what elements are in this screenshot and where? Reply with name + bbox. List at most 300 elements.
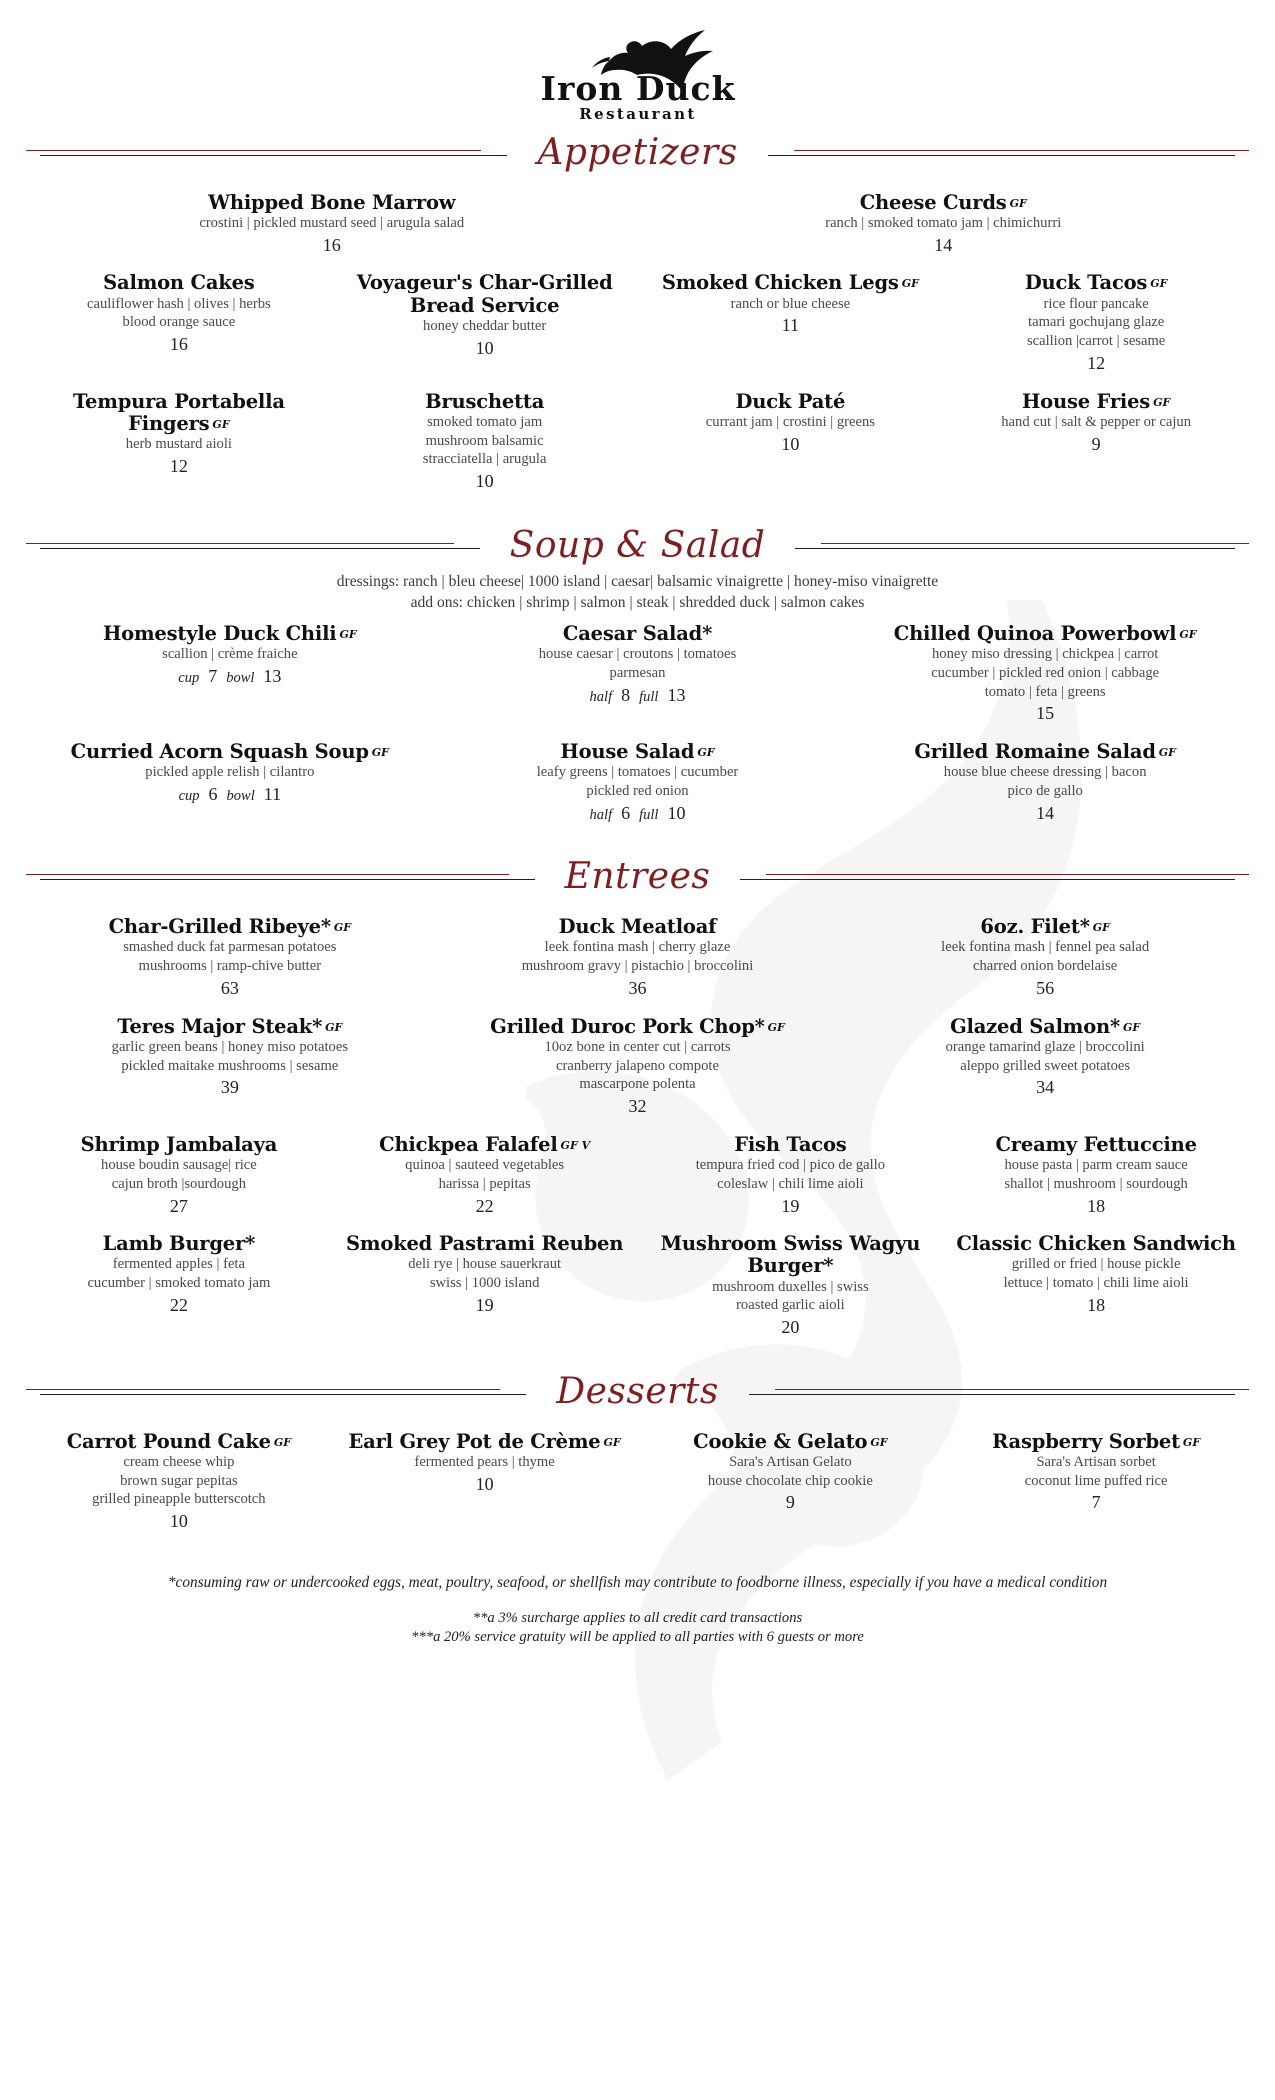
svg-text:Restaurant: Restaurant [578, 105, 697, 123]
menu-item-name-text: Caesar Salad* [562, 621, 713, 645]
price-value: 10 [475, 471, 494, 492]
menu-item [638, 1134, 944, 1217]
menu-item-price [644, 315, 938, 337]
menu-item [332, 272, 638, 359]
menu-item [332, 1233, 638, 1316]
menu-item-description: grilled or fried | house pickle [1011, 1256, 1181, 1273]
dressings-line: dressings: ranch | bleu cheese| 1000 island | caesar| balsamic vinaigrette | honey-miso vinaigrette [336, 572, 939, 590]
menu-item-description: garlic green beans | honey miso potatoes [111, 1038, 349, 1055]
menu-item-name-text: Raspberry Sorbet [992, 1429, 1180, 1453]
menu-item [26, 916, 434, 999]
menu-item-price [847, 978, 1243, 1000]
price-value: 9 [1091, 433, 1101, 454]
menu-item-price [644, 434, 938, 456]
menu-item-price [338, 471, 632, 493]
section-header-entrees [26, 858, 1249, 896]
price-value: 18 [1087, 1195, 1106, 1216]
menu-item-description: tamari gochujang glaze [1028, 314, 1165, 331]
menu-item-name [847, 1016, 1243, 1038]
menu-item-name [32, 1016, 428, 1038]
menu-item-description: pickled red onion [586, 782, 689, 799]
menu-item-description: honey cheddar butter [423, 317, 547, 334]
menu-item-name [32, 1431, 326, 1453]
menu-row [26, 741, 1249, 824]
menu-item-name-text: Cheese Curds [859, 190, 1007, 214]
menu-item-price [440, 978, 836, 1000]
dietary-tag: GF [1153, 395, 1171, 409]
price-value: 14 [1036, 802, 1055, 823]
menu-item-price [644, 235, 1244, 257]
menu-item-description: blood orange sauce [122, 314, 236, 331]
dietary-tag: GF [901, 277, 919, 291]
menu-item-name [644, 391, 938, 413]
menu-item-description: herb mustard aioli [125, 436, 232, 453]
menu-item-name [440, 1016, 836, 1038]
menu-item-price [338, 338, 632, 360]
svg-text:Iron Duck: Iron Duck [540, 69, 735, 108]
menu-row [26, 192, 1249, 257]
menu-item-name [847, 741, 1243, 763]
menu-item [332, 391, 638, 493]
menu-item-description: mushroom duxelles | swiss [712, 1278, 869, 1295]
menu-item-description: deli rye | house sauerkraut [408, 1256, 562, 1273]
price-value: 16 [169, 334, 188, 355]
menu-item-name [949, 1431, 1243, 1453]
dietary-tag: GF [339, 627, 357, 641]
menu-item-description: 10oz bone in center cut | carrots [544, 1038, 731, 1055]
menu-item-name-text: Char-Grilled Ribeye* [108, 915, 331, 939]
menu-item-name [32, 1233, 326, 1255]
menu-item-name-text: Mushroom Swiss Wagyu Burger* [660, 1232, 921, 1278]
dietary-tag: GF [1182, 1435, 1201, 1449]
price-value: 6 [208, 783, 218, 804]
price-value: 22 [475, 1195, 494, 1216]
section-rule-right [740, 870, 1249, 884]
section-rule-left [26, 870, 535, 884]
menu-item-description: smashed duck fat parmesan potatoes [123, 939, 337, 956]
price-value: 11 [263, 783, 282, 804]
menu-item-name [847, 623, 1243, 645]
gratuity-note: ***a 20% service gratuity will be applied to all parties with 6 guests or more [411, 1628, 864, 1645]
menu-item [841, 741, 1249, 824]
menu-item-description: cream cheese whip [123, 1453, 235, 1470]
menu-item-name-text: Voyageur's Char-Grilled Bread Service [356, 271, 613, 317]
menu-row [26, 1016, 1249, 1118]
menu-item-name [338, 272, 632, 316]
menu-item-price [644, 1196, 938, 1218]
menu-item-name-text: 6oz. Filet* [980, 915, 1090, 939]
menu-item-description: Sara's Artisan sorbet [1036, 1453, 1156, 1470]
menu-item-name [440, 623, 836, 645]
menu-item [434, 623, 842, 706]
menu-item-description: house blue cheese dressing | bacon [943, 764, 1147, 781]
section-rule-right [795, 539, 1249, 553]
price-value: 36 [628, 977, 647, 998]
menu-item-name-text: Grilled Romaine Salad [914, 739, 1156, 763]
menu-item-name [338, 1431, 632, 1453]
dietary-tag: GF [603, 1435, 621, 1449]
price-value: 8 [621, 684, 631, 705]
menu-item-name [32, 623, 428, 645]
menu-item-price [32, 1295, 326, 1317]
price-value: 16 [322, 234, 341, 255]
menu-item-description: grilled pineapple butterscotch [92, 1491, 266, 1508]
menu-item [943, 1431, 1249, 1514]
menu-item-description: scallion |carrot | sesame [1026, 333, 1166, 350]
menu-item-price [440, 1096, 836, 1118]
dietary-tag: GF [767, 1020, 785, 1034]
price-value: 10 [475, 1473, 494, 1494]
menu-item-description: ranch | smoked tomato jam | chimichurri [825, 215, 1062, 232]
menu-item-description: smoked tomato jam [427, 413, 543, 430]
price-value: 9 [785, 1492, 795, 1513]
price-value: 13 [667, 684, 686, 705]
menu-item-description: shallot | mushroom | sourdough [1004, 1175, 1188, 1192]
menu-item [638, 1431, 944, 1514]
menu-item-description: stracciatella | arugula [422, 451, 547, 468]
menu-item-description: house boudin sausage| rice [101, 1156, 257, 1173]
menu-item-name-text: House Salad [560, 739, 695, 763]
section-title: Appetizers [537, 132, 738, 173]
menu-item [434, 741, 842, 824]
dietary-tag: GF [1179, 627, 1197, 641]
menu-row [26, 1431, 1249, 1533]
menu-item-name-text: House Fries [1021, 389, 1151, 413]
dietary-tag: GF [1150, 277, 1168, 291]
menu-item-name [644, 272, 938, 294]
price-size-label: full [639, 806, 659, 823]
menu-item-price [644, 1492, 938, 1514]
price-value: 10 [475, 337, 494, 358]
menu-row [26, 1233, 1249, 1339]
menu-item-price [440, 685, 836, 707]
price-value: 20 [781, 1317, 800, 1338]
section-title: Desserts [556, 1370, 719, 1412]
menu-item [841, 623, 1249, 725]
menu-item-name-text: Bruschetta [425, 389, 545, 413]
menu-item [638, 1233, 944, 1339]
menu-item-name-text: Smoked Pastrami Reuben [346, 1232, 624, 1256]
menu-item [943, 391, 1249, 456]
menu-item-name-text: Duck Tacos [1024, 271, 1148, 295]
menu-item-description: coleslaw | chili lime aioli [717, 1175, 864, 1192]
menu-item-name [644, 1233, 938, 1277]
menu-item-price [338, 1295, 632, 1317]
menu-row [26, 916, 1249, 999]
restaurant-logo [26, 0, 1249, 124]
price-value: 13 [263, 665, 282, 686]
menu-item-description: tempura fried cod | pico de gallo [695, 1156, 886, 1173]
price-value: 7 [1091, 1492, 1101, 1513]
menu-item-price [338, 1196, 632, 1218]
price-value: 19 [781, 1195, 800, 1216]
menu-item-price [949, 434, 1243, 456]
menu-item-description: brown sugar pepitas [120, 1472, 238, 1489]
price-size-label: bowl [226, 669, 255, 686]
menu-item [638, 391, 944, 456]
menu-item-name-text: Homestyle Duck Chili [102, 621, 337, 645]
menu-item-description: crostini | pickled mustard seed | arugula salad [199, 215, 465, 232]
menu-item-description: honey miso dressing | chickpea | carrot [932, 645, 1159, 662]
price-value: 12 [169, 455, 188, 476]
menu-item-name-text: Smoked Chicken Legs [661, 271, 899, 295]
price-value: 7 [208, 665, 218, 686]
menu-item-name-text: Duck Meatloaf [558, 915, 717, 939]
price-size-label: cup [178, 787, 200, 804]
menu-item [26, 1016, 434, 1099]
menu-item-description: fermented apples | feta [112, 1256, 245, 1273]
menu-item-price [32, 666, 428, 688]
menu-item-description: cranberry jalapeno compote [556, 1057, 719, 1074]
menu-item-description: ranch or blue cheese [730, 295, 851, 312]
menu-item-price [32, 784, 428, 806]
menu-item-price [949, 1492, 1243, 1514]
menu-item-name [32, 192, 632, 214]
menu-item-price [32, 334, 326, 356]
menu-item-price [847, 1077, 1243, 1099]
menu-item-name [644, 1134, 938, 1156]
menu-item-price [644, 1317, 938, 1339]
menu-item [332, 1431, 638, 1496]
menu-item [943, 272, 1249, 374]
section-rule-right [749, 1385, 1249, 1399]
menu-item-name [440, 916, 836, 938]
menu-item-name-text: Tempura Portabella Fingers [72, 389, 285, 435]
menu-item [26, 391, 332, 478]
surcharge-note: **a 3% surcharge applies to all credit card transactions [472, 1609, 803, 1626]
dietary-tag: GF V [560, 1138, 591, 1152]
dietary-tag: GF [212, 417, 230, 431]
menu-item [943, 1134, 1249, 1217]
menu-item-name-text: Curried Acorn Squash Soup [70, 739, 369, 763]
menu-item-name [32, 741, 428, 763]
menu-item [638, 192, 1250, 257]
price-size-label: cup [178, 669, 200, 686]
menu-row [26, 623, 1249, 725]
section-title: Soup & Salad [509, 524, 766, 566]
menu-item-name [949, 1233, 1243, 1255]
menu-item-price [847, 703, 1243, 725]
menu-item-description: harissa | pepitas [438, 1175, 531, 1192]
dietary-tag: GF [333, 921, 352, 935]
price-value: 18 [1087, 1294, 1106, 1315]
menu-item-description: mushroom balsamic [425, 432, 544, 449]
menu-item-price [32, 456, 326, 478]
menu-item-name [32, 272, 326, 294]
menu-item-name-text: Fish Tacos [734, 1132, 847, 1156]
menu-item-description: leek fontina mash | fennel pea salad [941, 939, 1150, 956]
menu-item-description: roasted garlic aioli [736, 1297, 845, 1314]
section-header-soup-salad [26, 524, 1249, 566]
menu-item-description: charred onion bordelaise [973, 958, 1118, 975]
price-size-label: bowl [226, 787, 255, 804]
menu-item-price [32, 1511, 326, 1533]
menu-item [26, 623, 434, 688]
price-value: 10 [169, 1511, 188, 1532]
menu-item-description: house chocolate chip cookie [707, 1472, 873, 1489]
menu-item [26, 1134, 332, 1217]
menu-item-price [847, 803, 1243, 825]
menu-item-description: orange tamarind glaze | broccolini [945, 1038, 1145, 1055]
section-title: Entrees [564, 856, 711, 898]
price-value: 22 [169, 1294, 188, 1315]
menu-item [26, 272, 332, 355]
menu-item-description: pickled apple relish | cilantro [145, 764, 315, 781]
menu-item-name-text: Duck Paté [735, 389, 846, 413]
menu-item-description: pickled maitake mushrooms | sesame [121, 1057, 339, 1074]
menu-item-description: cajun broth |sourdough [111, 1175, 246, 1192]
price-size-label: half [589, 806, 613, 823]
price-value: 6 [621, 802, 631, 823]
menu-item [943, 1233, 1249, 1316]
menu-item-name-text: Shrimp Jambalaya [80, 1132, 278, 1156]
menu-item-description: mascarpone polenta [579, 1076, 696, 1093]
price-value: 27 [169, 1195, 188, 1216]
section-rule-left [26, 146, 507, 160]
price-value: 32 [628, 1096, 647, 1117]
menu-item-price [32, 1196, 326, 1218]
menu-item-name-text: Salmon Cakes [103, 271, 255, 295]
menu-item-name-text: Chickpea Falafel [379, 1132, 558, 1156]
menu-item-name [949, 272, 1243, 294]
menu-item-description: cucumber | pickled red onion | cabbage [931, 664, 1160, 681]
dietary-tag: GF [1009, 196, 1027, 210]
section-rule-left [26, 1385, 526, 1399]
menu-item-description: cauliflower hash | olives | herbs [86, 295, 271, 312]
menu-item-description: swiss | 1000 island [429, 1275, 540, 1292]
menu-item-description: house caesar | croutons | tomatoes [538, 645, 737, 662]
menu-item-name-text: Earl Grey Pot de Crème [348, 1429, 601, 1453]
menu-item-description: scallion | crème fraiche [162, 645, 298, 662]
menu-row [26, 1134, 1249, 1217]
menu-item-price [32, 235, 632, 257]
menu-item [26, 1431, 332, 1533]
menu-item-name [847, 916, 1243, 938]
menu-item-description: quinoa | sauteed vegetables [405, 1156, 565, 1173]
menu-item-name [949, 1134, 1243, 1156]
menu-item-description: lettuce | tomato | chili lime aioli [1003, 1275, 1189, 1292]
menu-item-name [32, 1134, 326, 1156]
menu-item [26, 1233, 332, 1316]
menu-item-description: currant jam | crostini | greens [705, 413, 875, 430]
menu-item-description: Sara's Artisan Gelato [729, 1453, 852, 1470]
price-value: 34 [1036, 1077, 1055, 1098]
menu-item-name-text: Teres Major Steak* [117, 1014, 323, 1038]
menu-item-price [440, 803, 836, 825]
menu-item-name [644, 192, 1244, 214]
menu-item-name-text: Glazed Salmon* [950, 1014, 1121, 1038]
menu-item-description: coconut lime puffed rice [1024, 1472, 1168, 1489]
menu-item-description: hand cut | salt & pepper or cajun [1001, 413, 1191, 430]
menu-item-name-text: Classic Chicken Sandwich [956, 1232, 1236, 1256]
dietary-tag: GF [371, 745, 389, 759]
section-rule-right [768, 146, 1249, 160]
menu-item-description: rice flour pancake [1043, 295, 1149, 312]
menu-item-description: pico de gallo [1007, 782, 1083, 799]
menu-item [434, 1016, 842, 1118]
price-size-label: half [589, 688, 613, 705]
menu-item [841, 1016, 1249, 1099]
price-value: 12 [1087, 353, 1106, 374]
menu-item-price [949, 1196, 1243, 1218]
section-rule-left [26, 539, 480, 553]
price-size-label: full [639, 688, 659, 705]
menu-item-description: parmesan [609, 664, 666, 681]
price-value: 15 [1036, 703, 1055, 724]
menu-item-price [338, 1474, 632, 1496]
section-header-appetizers [26, 134, 1249, 172]
menu-item-name [949, 391, 1243, 413]
menu-item-name-text: Lamb Burger* [102, 1232, 256, 1256]
price-value: 56 [1036, 977, 1055, 998]
menu-item-description: cucumber | smoked tomato jam [87, 1275, 271, 1292]
menu-item [26, 741, 434, 806]
menu-item-price [949, 1295, 1243, 1317]
menu-item-name [338, 1233, 632, 1255]
price-value: 19 [475, 1294, 494, 1315]
menu-item-description: mushrooms | ramp-chive butter [138, 958, 322, 975]
flying-duck-icon [513, 28, 763, 124]
menu-item-description: leek fontina mash | cherry glaze [544, 939, 731, 956]
price-value: 14 [934, 234, 953, 255]
dietary-tag: GF [697, 745, 715, 759]
dietary-tag: GF [1158, 745, 1176, 759]
menu-item-description: house pasta | parm cream sauce [1004, 1156, 1188, 1173]
price-value: 39 [220, 1077, 239, 1098]
dietary-tag: GF [325, 1020, 343, 1034]
price-value: 63 [220, 977, 239, 998]
menu-row [26, 272, 1249, 374]
menu-item-price [949, 353, 1243, 375]
menu-item [434, 916, 842, 999]
section-header-desserts [26, 1370, 1249, 1412]
menu-item [841, 916, 1249, 999]
menu-item-name-text: Carrot Pound Cake [66, 1429, 271, 1453]
menu-item-description: aleppo grilled sweet potatoes [960, 1057, 1131, 1074]
allergen-disclaimer: *consuming raw or undercooked eggs, meat, poultry, seafood, or shellfish may contribute to foodborne illness, especially if you have a medical condition [167, 1573, 1108, 1591]
menu-item [332, 1134, 638, 1217]
menu-item-name-text: Whipped Bone Marrow [208, 190, 456, 214]
menu-item-name-text: Grilled Duroc Pork Chop* [490, 1014, 765, 1038]
menu-item-description: mushroom gravy | pistachio | broccolini [521, 958, 754, 975]
dietary-tag: GF [273, 1435, 292, 1449]
price-value: 10 [667, 802, 686, 823]
menu-item-name [338, 391, 632, 413]
menu-row [26, 391, 1249, 493]
menu-item-name-text: Chilled Quinoa Powerbowl [893, 621, 1177, 645]
menu-item-name-text: Creamy Fettuccine [995, 1132, 1197, 1156]
menu-item-description: fermented pears | thyme [414, 1453, 555, 1470]
menu-item [638, 272, 944, 337]
menu-item-description: leafy greens | tomatoes | cucumber [536, 764, 739, 781]
dressings-and-addons [26, 571, 1249, 613]
menu-item-name [440, 741, 836, 763]
menu-item-name [338, 1134, 632, 1156]
menu-item [26, 192, 638, 257]
dietary-tag: GF [870, 1435, 888, 1449]
menu-item-name-text: Cookie & Gelato [693, 1429, 868, 1453]
menu-item-price [32, 978, 428, 1000]
menu-item-name [32, 916, 428, 938]
price-value: 10 [781, 433, 800, 454]
menu-item-name [644, 1431, 938, 1453]
menu-item-description: tomato | feta | greens [984, 683, 1106, 700]
menu-item-price [32, 1077, 428, 1099]
price-value: 11 [781, 315, 800, 336]
dietary-tag: GF [1123, 1020, 1141, 1034]
menu-item-name [32, 391, 326, 435]
dietary-tag: GF [1092, 921, 1110, 935]
